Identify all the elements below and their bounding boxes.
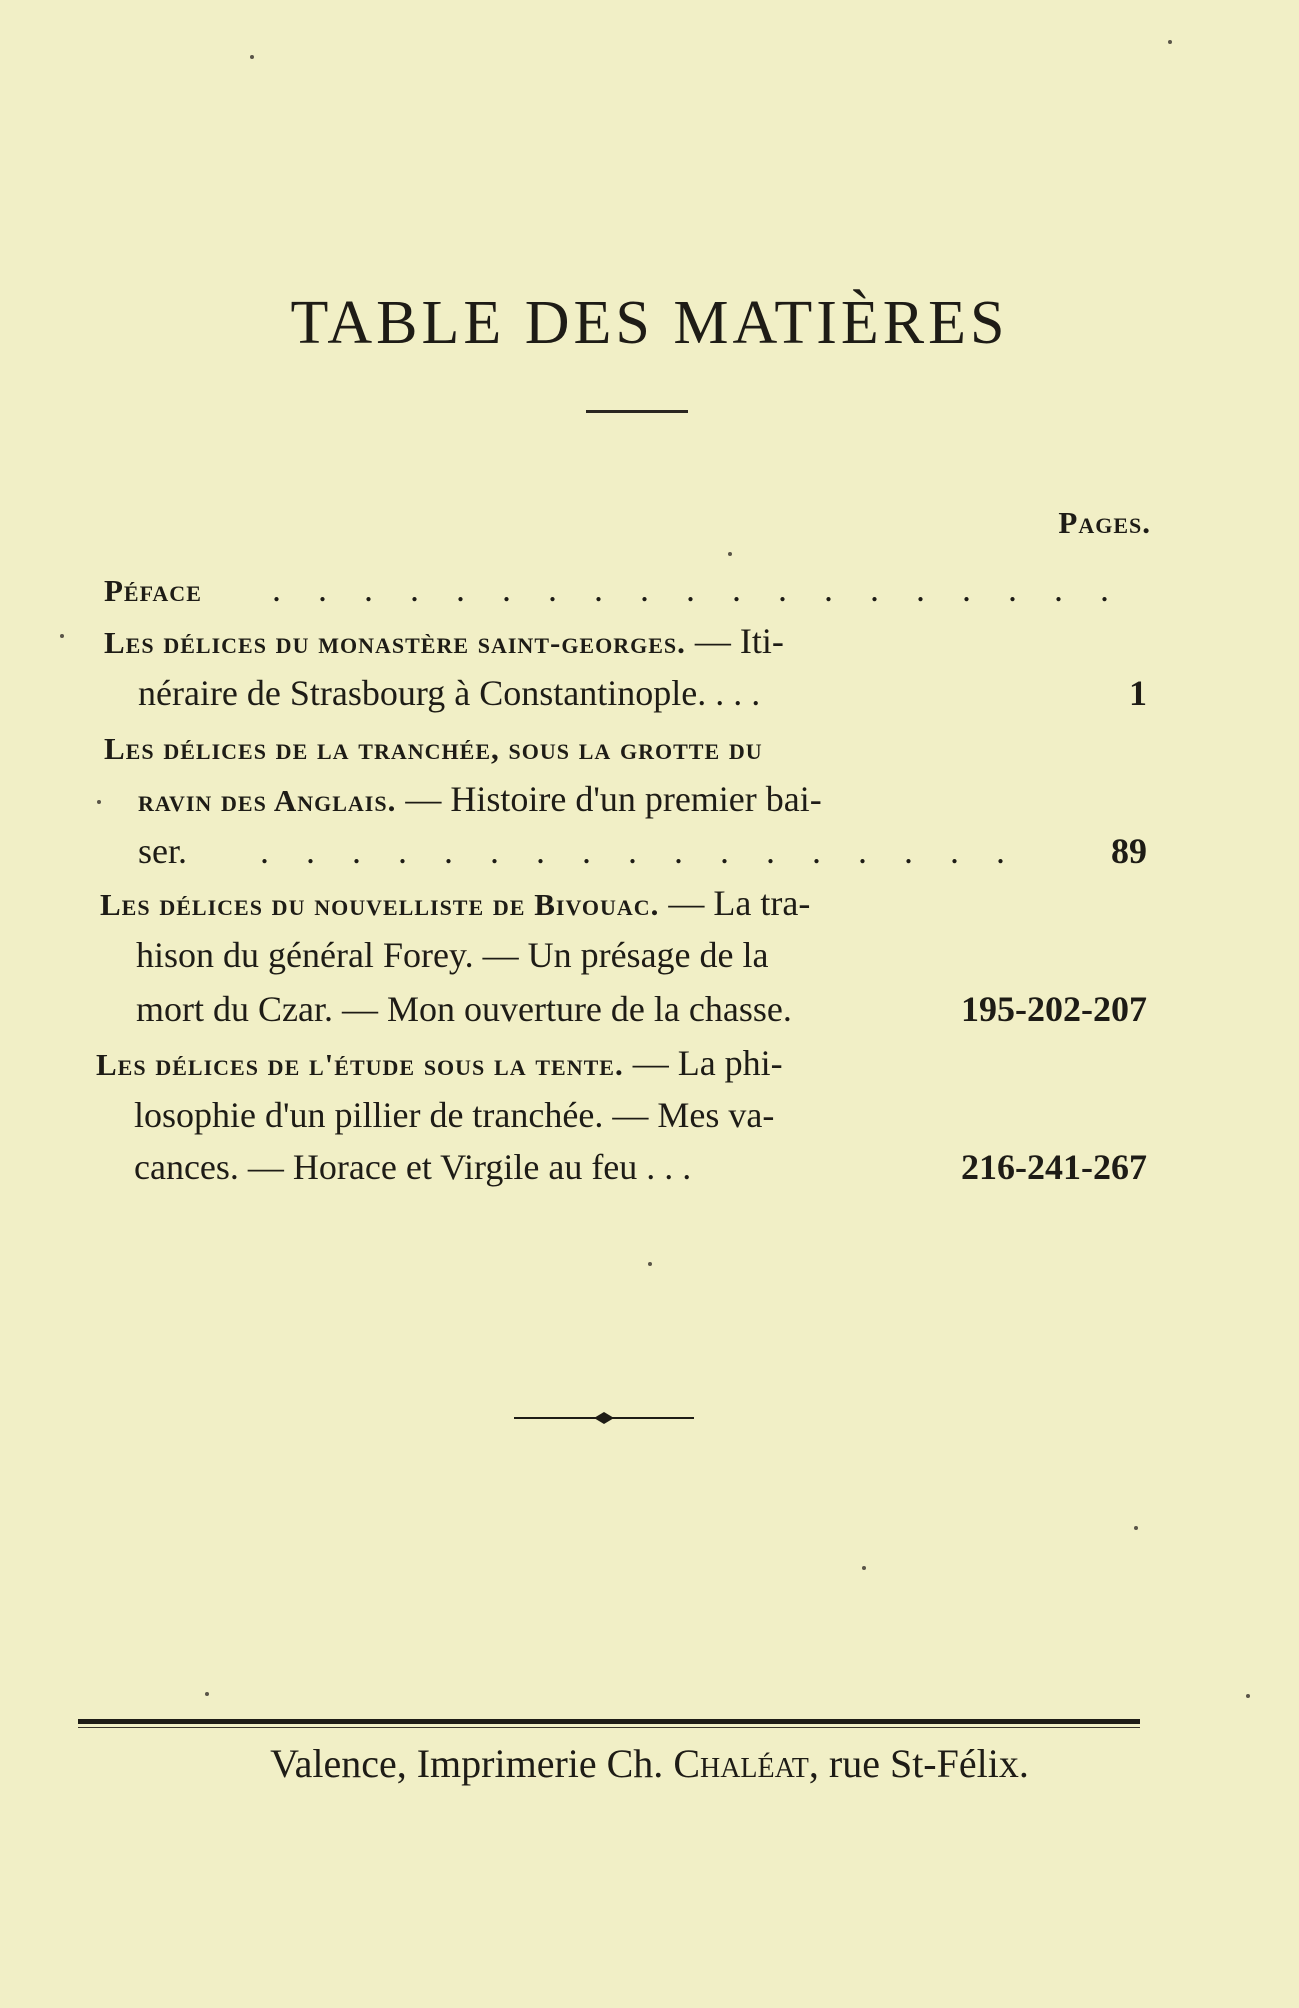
toc-entry-line: [0, 988, 1299, 1038]
toc-entry-preface: [0, 568, 1299, 618]
toc-line-text: cances. — Horace et Virgile au feu . . .: [134, 1147, 692, 1187]
paper-speck: [728, 552, 732, 556]
toc-line-text: néraire de Strasbourg à Constantinople. . . .: [138, 673, 761, 713]
toc-page-number: 1: [1129, 673, 1147, 713]
toc-line-smallcaps: Péface: [104, 573, 202, 608]
paper-speck: [1246, 1694, 1250, 1698]
toc-line-text: — La tra-: [659, 883, 811, 923]
imprint-printer-name: Chaléat: [673, 1741, 809, 1786]
leader-dots: . . . . . . . . . . . . . . . . . . .: [272, 569, 1123, 609]
toc-entry-line: [0, 830, 1299, 880]
toc-entry-line: [0, 620, 1299, 670]
toc-entry-line: [0, 1094, 1299, 1144]
paper-speck: [862, 1566, 866, 1570]
paper-speck: [1134, 1526, 1138, 1530]
toc-line-text: hison du général Forey. — Un présage de la: [136, 935, 769, 975]
toc-entry-line: [0, 934, 1299, 984]
toc-page-number: 89: [1111, 831, 1147, 871]
toc-entry-line: [0, 726, 1299, 776]
toc-entry-line: [0, 882, 1299, 932]
toc-line-text: — La phi-: [623, 1043, 783, 1083]
toc-line-smallcaps: ravin des Anglais.: [138, 783, 397, 818]
toc-line-smallcaps: Les délices du nouvelliste de Bivouac.: [100, 887, 660, 922]
toc-line-smallcaps: Les délices de l'étude sous la tente.: [96, 1047, 624, 1082]
toc-page-number: 216-241-267: [961, 1147, 1147, 1187]
toc-entry-line: [0, 672, 1299, 722]
toc-line-text: ser.: [138, 831, 187, 871]
paper-speck: [1168, 40, 1172, 44]
imprint-text: , rue St-Félix.: [808, 1741, 1029, 1786]
toc-line-text: losophie d'un pillier de tranchée. — Mes va-: [134, 1095, 775, 1135]
paper-speck: [60, 634, 64, 638]
leader-dots: . . . . . . . . . . . . . . . . .: [260, 831, 1019, 871]
title-rule: [586, 410, 688, 413]
imprint-text: Valence, Imprimerie Ch.: [270, 1741, 674, 1786]
toc-entry-line: [0, 778, 1299, 828]
footer-rule-thin: [78, 1727, 1140, 1728]
paper-speck: [648, 1262, 652, 1266]
footer-rule: [78, 1719, 1140, 1724]
paper-speck: [250, 55, 254, 59]
page-title: TABLE DES MATIÈRES: [290, 289, 1009, 357]
toc-line-text: mort du Czar. — Mon ouverture de la chasse.: [136, 989, 792, 1029]
paper-speck: [97, 800, 101, 804]
toc-line-text: — Iti-: [685, 621, 784, 661]
printer-imprint: [0, 1740, 1299, 1787]
pages-column-header: Pages.: [1058, 505, 1151, 540]
toc-line-smallcaps: Les délices du monastère saint-georges.: [104, 625, 686, 660]
toc-line-text: — Histoire d'un premier bai-: [396, 779, 822, 819]
paper-speck: [205, 1692, 209, 1696]
toc-page-number: 195-202-207: [961, 989, 1147, 1029]
toc-line-smallcaps: Les délices de la tranchée, sous la grotte du: [104, 731, 763, 766]
ornament-divider: [514, 1406, 694, 1430]
toc-entry-line: [0, 1146, 1299, 1196]
toc-entry-line: [0, 1042, 1299, 1092]
